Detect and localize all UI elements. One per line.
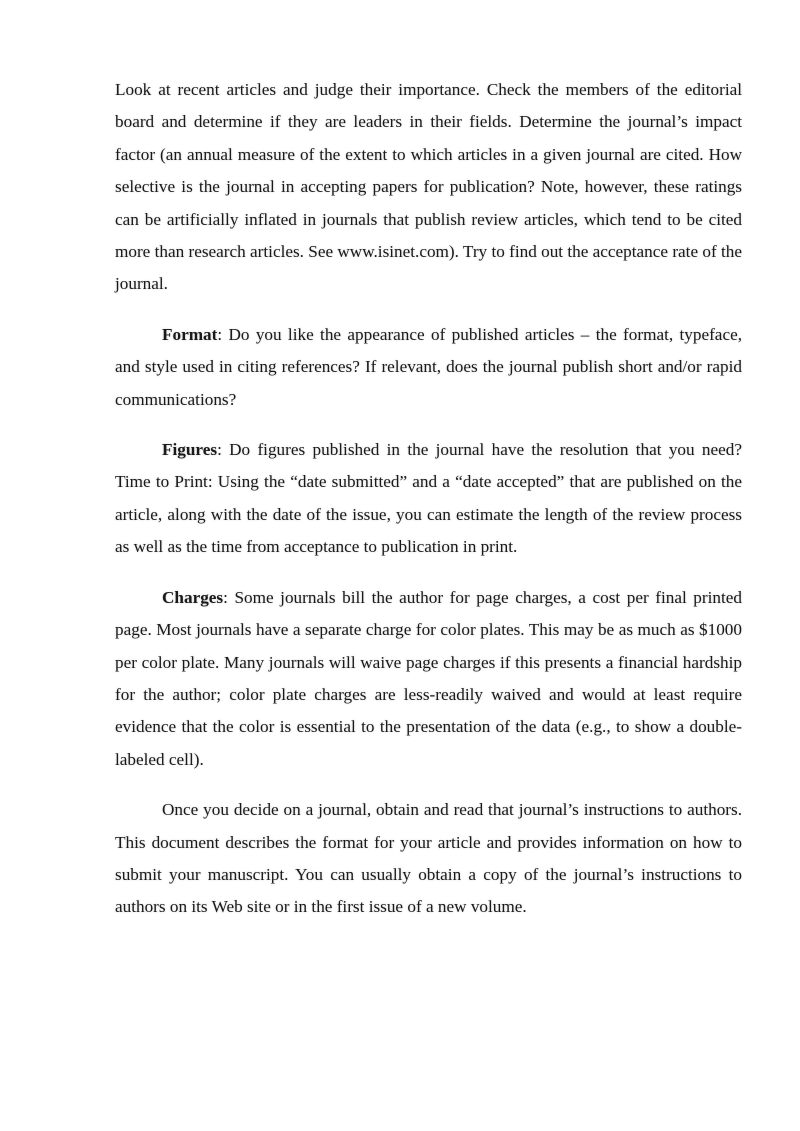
paragraph-figures (115, 434, 742, 564)
paragraph-instructions (115, 794, 742, 924)
paragraph-journal-importance (115, 74, 742, 301)
paragraph-text: : Do figures published in the journal have the resolution that you need? Time to Print: Using the “date submitted” and a “date accepted” that are published on the article, along with the date of the issue, you can estimate the length of the review process as well as the time from acceptance to publication in print. (115, 440, 742, 557)
paragraph-heading: Figures (162, 440, 218, 460)
paragraph-text: Look at recent articles and judge their importance. Check the members of the editorial board and determine if they are leaders in their fields. Determine the journal’s impact factor (an annual measure of the extent to which articles in a given journal are cited. How selective is the journal in accepting papers for publication? Note, however, these ratings can be artificially inflated in journals that publish review articles, which tend to be cited more than research articles. See www.isinet.com). Try to find out the acceptance rate of the journal. (115, 80, 742, 294)
paragraph-text: Once you decide on a journal, obtain and read that journal’s instructions to authors. This document describes the format for your article and provides information on how to submit your manuscript. You can usually obtain a copy of the journal’s instructions to authors on its Web site or in the first issue of a new volume. (115, 800, 742, 917)
document-page (115, 74, 742, 942)
paragraph-charges (115, 582, 742, 776)
paragraph-text: : Do you like the appearance of published articles – the format, typeface, and style used in citing references? If relevant, does the journal publish short and/or rapid communications? (115, 324, 742, 409)
paragraph-heading: Format (162, 324, 218, 344)
paragraph-text: : Some journals bill the author for page charges, a cost per final printed page. Most journals have a separate charge for color plates. This may be as much as $1000 per color plate. Many journals will waive page charges if this presents a financial hardship for the author; color plate charges are less-readily waived and would at least require evidence that the color is essential to the presentation of the data (e.g., to show a double-labeled cell). (115, 587, 742, 769)
paragraph-heading: Charges (162, 587, 224, 607)
paragraph-format (115, 319, 742, 416)
